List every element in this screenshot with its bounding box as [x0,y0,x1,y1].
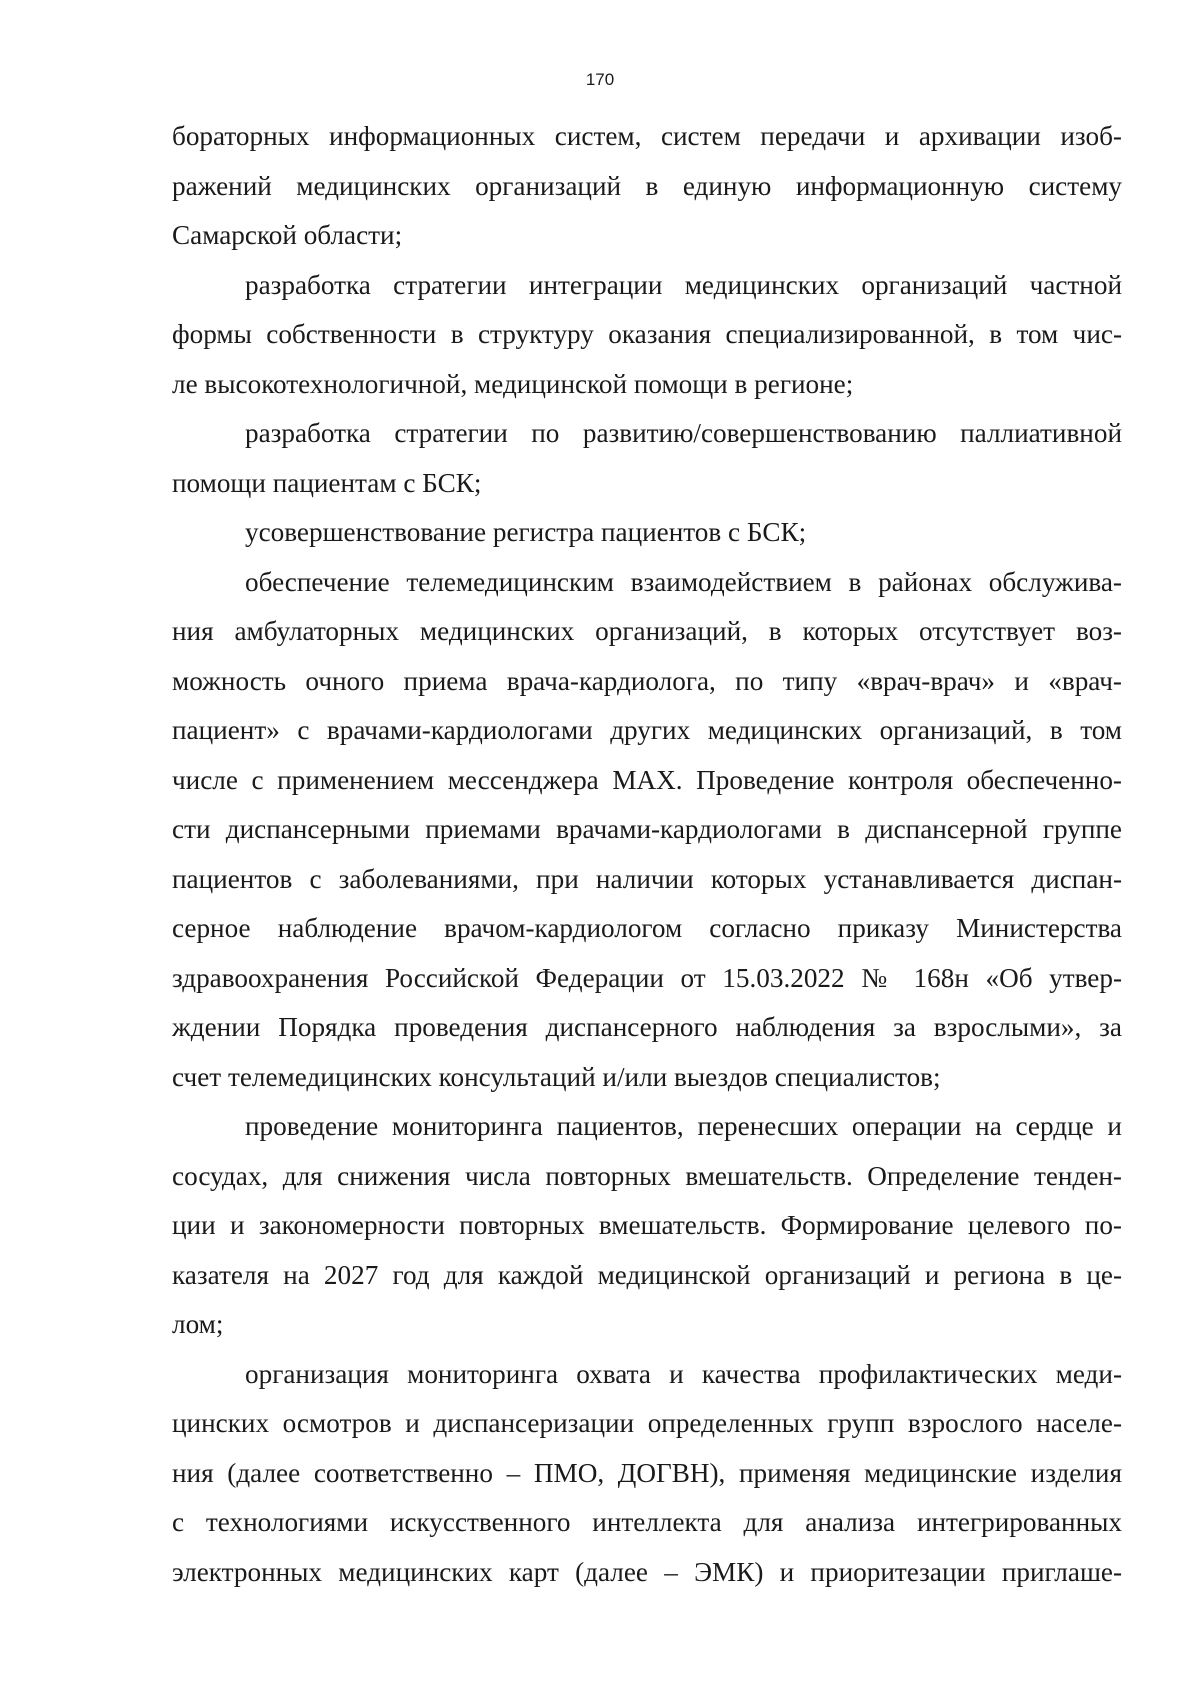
text-line: обеспечение телемедицинским взаимодействием в районах обслужива- [245,566,1122,597]
text-line: усовершенствование регистра пациентов с БСК; [245,517,807,547]
page-number: 170 [585,70,615,89]
document-body [172,112,1122,1597]
text-line: электронных медицинских карт (далее – ЭМК) и приоритезации приглаше- [172,1556,1122,1587]
text-line: бораторных информационных систем, систем передачи и архивации изоб- [172,121,1122,151]
text-line: казателя на 2027 год для каждой медицинской организаций и региона в це- [172,1259,1122,1290]
text-line: пациентов с заболеваниями, при наличии которых устанавливается диспан- [172,863,1122,894]
text-line: ле высокотехнологичной, медицинской помощи в регионе; [172,368,854,399]
text-line: ния амбулаторных медицинских организаций, в которых отсутствует воз- [172,616,1122,646]
text-line: пациент» с врачами-кардиологами других медицинских организаций, в том [172,715,1122,745]
text-line: разработка стратегии по развитию/совершенствованию паллиативной [245,418,1122,448]
text-line: ции и закономерности повторных вмешательств. Формирование целевого по- [172,1210,1122,1240]
text-line: ждении Порядка проведения диспансерного наблюдения за взрослыми», за [172,1012,1122,1042]
text-line: разработка стратегии интеграции медицинских организаций частной [245,269,1122,300]
text-line: проведение мониторинга пациентов, перенесших операции на сердце и [245,1111,1122,1141]
text-line: ния (далее соответственно – ПМО, ДОГВН), применяя медицинские изделия [172,1457,1122,1488]
text-line: здравоохранения Российской Федерации от 15.03.2022 № 168н «Об утвер- [172,962,1122,993]
text-line: Самарской области; [172,220,403,250]
text-line: формы собственности в структуру оказания специализированной, в том чис- [172,319,1122,349]
text-line: серное наблюдение врачом-кардиологом согласно приказу Министерства [172,913,1122,943]
text-line: числе с применением мессенджера MAX. Проведение контроля обеспеченно- [172,764,1122,795]
text-line: помощи пациентам с БСК; [172,467,482,498]
text-line: счет телемедицинских консультаций и/или выездов специалистов; [172,1061,941,1092]
text-line: с технологиями искусственного интеллекта для анализа интегрированных [172,1507,1122,1537]
text-line: ражений медицинских организаций в единую информационную систему [172,170,1122,201]
text-line: цинских осмотров и диспансеризации определенных групп взрослого населе- [172,1408,1122,1438]
text-line: сосудах, для снижения числа повторных вмешательств. Определение тенден- [172,1160,1122,1191]
text-line: сти диспансерными приемами врачами-кардиологами в диспансерной группе [172,814,1122,844]
text-line: можность очного приема врача-кардиолога, по типу «врач-врач» и «врач- [172,665,1122,696]
text-line: организация мониторинга охвата и качества профилактических меди- [245,1358,1122,1389]
text-line: лом; [172,1309,224,1339]
